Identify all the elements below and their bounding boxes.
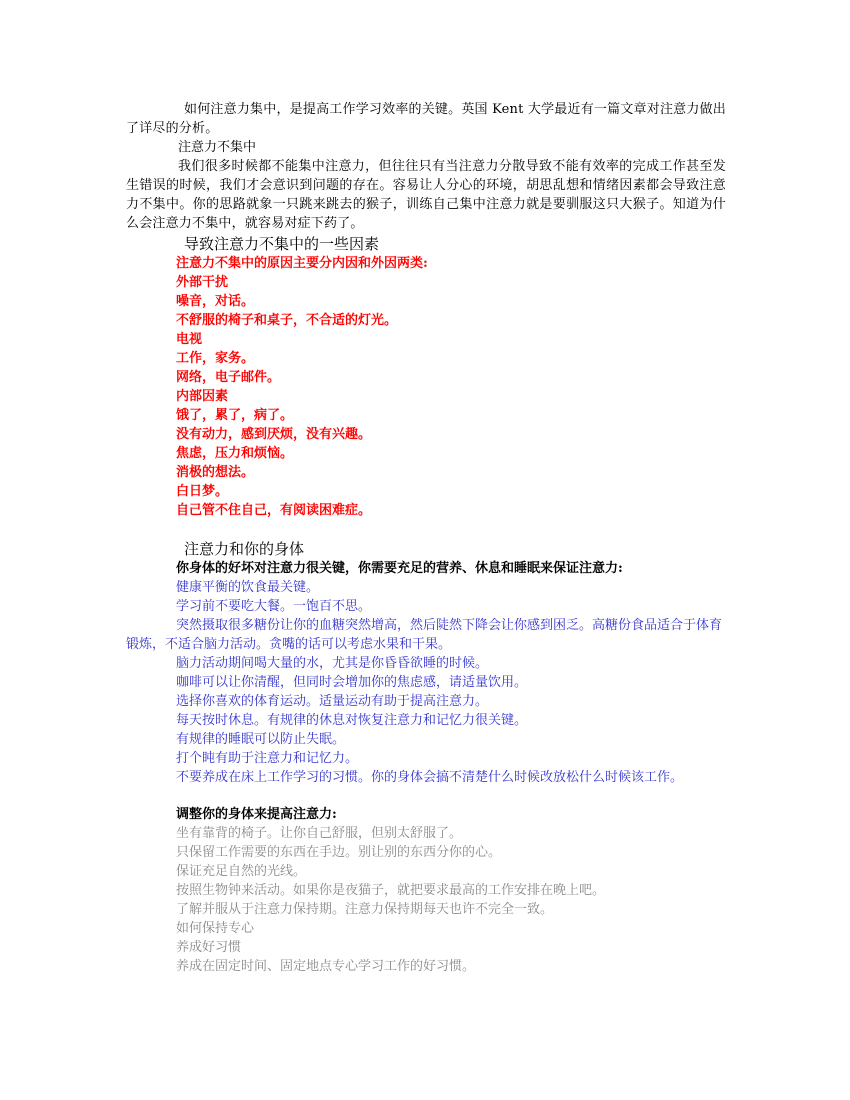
adjust-item: 养成好习惯: [176, 940, 242, 955]
tip-item: 健康平衡的饮食最关键。: [176, 580, 320, 595]
factor-item: 饿了，累了，病了。: [176, 408, 294, 423]
tip-item: 不要养成在床上工作学习的习惯。你的身体会搞不清楚什么时候改放松什么时候该工作。: [176, 770, 684, 785]
factor-item: 注意力不集中的原因主要分内因和外因两类:: [176, 256, 428, 271]
adjust-item: 如何保持专心: [176, 921, 255, 936]
adjust-item: 坐有靠背的椅子。让你自己舒服，但别太舒服了。: [176, 826, 463, 841]
adjust-item: 保证充足自然的光线。: [176, 864, 307, 879]
factor-item: 焦虑，压力和烦恼。: [176, 446, 294, 461]
body-paragraph: 我们很多时候都不能集中注意力，但往往只有当注意力分散导致不能有效率的完成工作甚至发生错误的时候，我们才会意识到问题的存在。容易让人分心的环境，胡思乱想和情绪因素都会导致注意力不集中。你的思路就象一只跳来跳去的猴子，训练自己集中注意力就是要驯服这只大猴子。知道为什么会注意力不集中，就容易对症下药了。: [126, 159, 726, 231]
subheading-inattention: 注意力不集中: [178, 140, 257, 155]
spacer: [126, 787, 726, 805]
section-lead: 你身体的好坏对注意力很关键，你需要充足的营养、休息和睡眠来保证注意力:: [176, 561, 623, 576]
tip-item: 学习前不要吃大餐。一饱百不思。: [176, 599, 372, 614]
tip-item: 有规律的睡眠可以防止失眠。: [176, 732, 346, 747]
factor-item: 自己管不住自己，有阅读困难症。: [176, 503, 372, 518]
factors-list: [126, 254, 726, 520]
factor-item: 噪音，对话。: [176, 294, 255, 309]
factor-item: 没有动力，感到厌烦，没有兴趣。: [176, 427, 372, 442]
tip-item: 咖啡可以让你清醒，但同时会增加你的焦虑感，请适量饮用。: [176, 675, 528, 690]
factor-item: 白日梦。: [176, 484, 229, 499]
factor-item: 网络，电子邮件。: [176, 370, 281, 385]
tip-item: 突然摄取很多糖份让你的血糖突然增高，然后陡然下降会让你感到困乏。高糖份食品适合于体育锻炼，不适合脑力活动。贪嘴的话可以考虑水果和干果。: [126, 618, 723, 652]
section-heading-body: 注意力和你的身体: [184, 540, 305, 558]
factor-item: 消极的想法。: [176, 465, 255, 480]
document-body: [126, 100, 726, 976]
intro-paragraph: 如何注意力集中，是提高工作学习效率的关键。英国 Kent 大学最近有一篇文章对注意力做出了详尽的分析。: [126, 102, 726, 136]
body-tips-list: [126, 578, 726, 787]
adjust-item: 养成在固定时间、固定地点专心学习工作的好习惯。: [176, 959, 476, 974]
section-lead-adjust: 调整你的身体来提高注意力:: [176, 807, 337, 822]
factor-item: 内部因素: [176, 389, 229, 404]
factor-item: 不舒服的椅子和桌子，不合适的灯光。: [176, 313, 398, 328]
factor-item: 工作，家务。: [176, 351, 255, 366]
tip-item: 打个盹有助于注意力和记忆力。: [176, 751, 359, 766]
tip-item: 选择你喜欢的体育运动。适量运动有助于提高注意力。: [176, 694, 489, 709]
adjust-item: 只保留工作需要的东西在手边。别让别的东西分你的心。: [176, 845, 502, 860]
section-heading-factors: 导致注意力不集中的一些因素: [184, 235, 380, 253]
tip-item: 脑力活动期间喝大量的水，尤其是你昏昏欲睡的时候。: [176, 656, 489, 671]
spacer: [126, 520, 726, 538]
adjust-item: 了解并服从于注意力保持期。注意力保持期每天也许不完全一致。: [176, 902, 554, 917]
factor-item: 电视: [176, 332, 203, 347]
adjust-tips-list: [126, 824, 726, 976]
factor-item: 外部干扰: [176, 275, 229, 290]
tip-item: 每天按时休息。有规律的休息对恢复注意力和记忆力很关键。: [176, 713, 528, 728]
adjust-item: 按照生物钟来活动。如果你是夜猫子，就把要求最高的工作安排在晚上吧。: [176, 883, 606, 898]
